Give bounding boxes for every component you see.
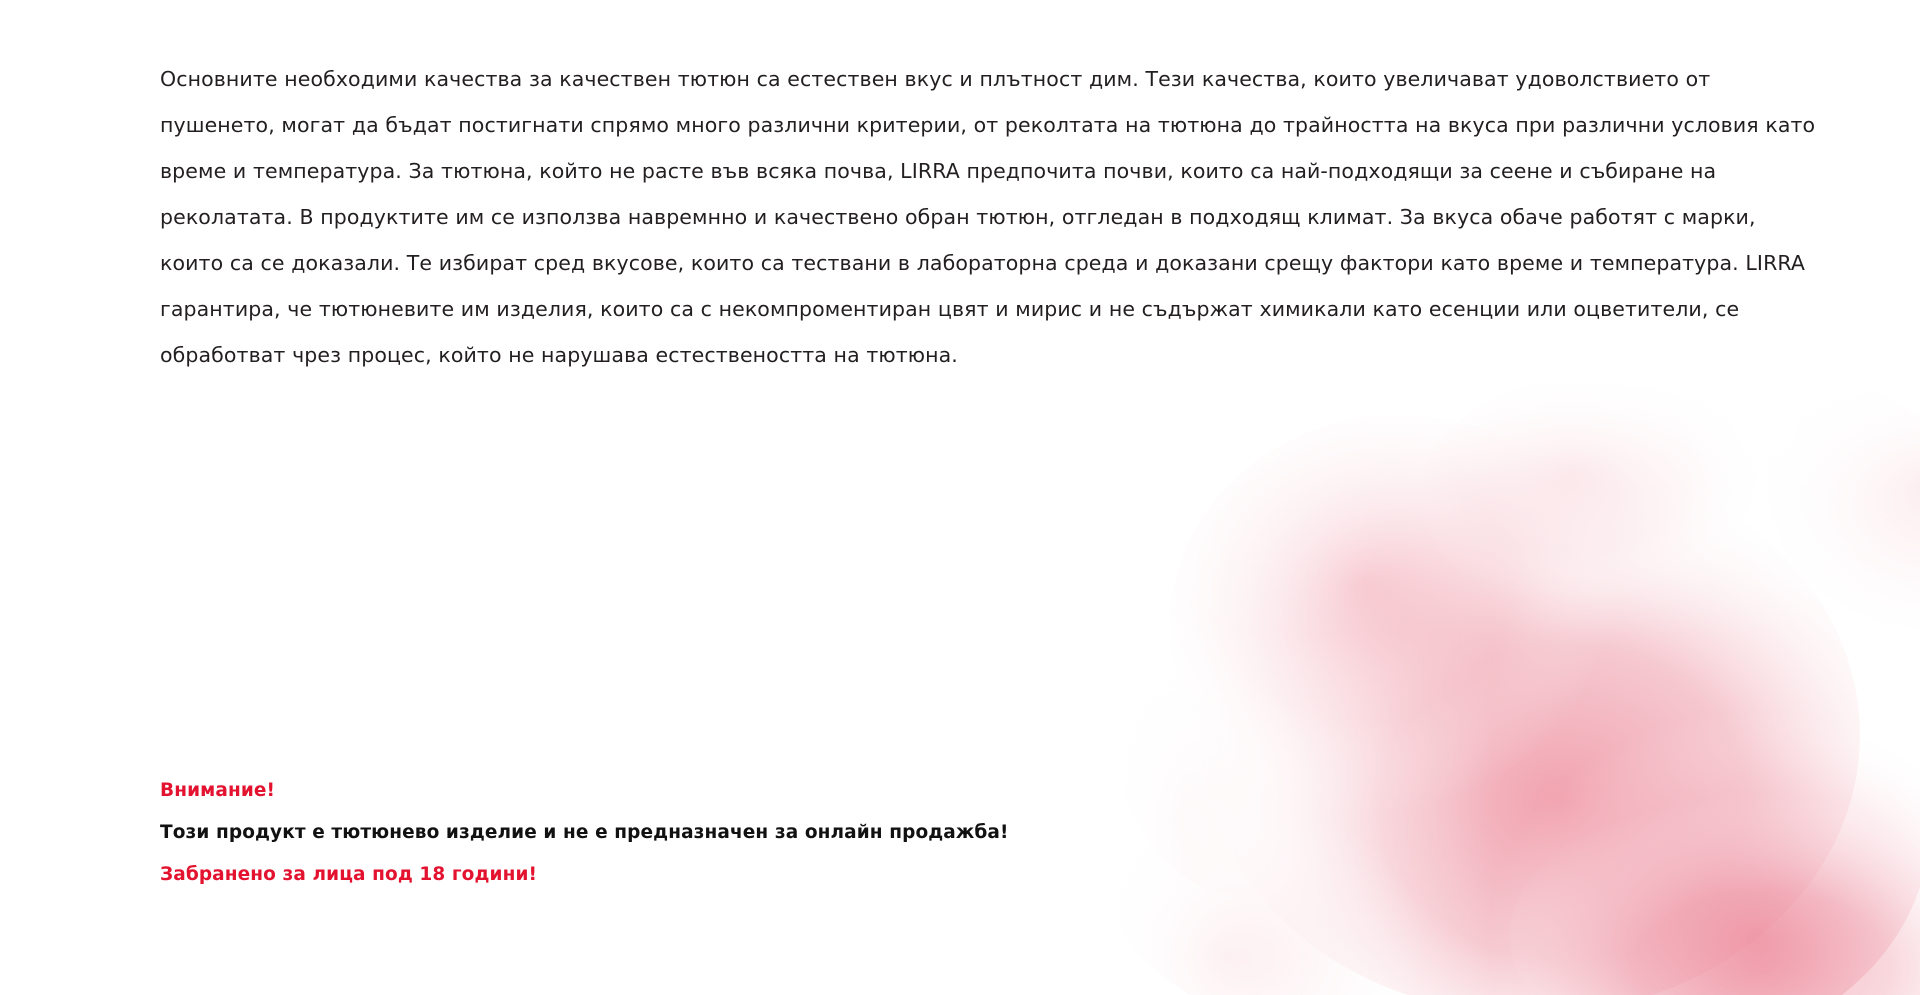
- pink-smoke-artwork: [1100, 375, 1920, 995]
- article-paragraph: Основните необходими качества за качествен тютюн са естествен вкус и плътност дим. Тези качества, които увеличават удоволствието от пушенето, могат да бъдат постигнати спрямо много различни критерии, от реколтата на тютюна до трайността на вкуса при различни условия като време и температура. За тютюна, който не расте във всяка почва, LIRRA предпочита почви, които са най-подходящи за сеене и събиране на реколатата. В продуктите им се използва навремнно и качествено обран тютюн, отгледан в подходящ климат. За вкуса обаче работят с марки, които са се доказали. Те избират сред вкусове, които са тествани в лабораторна среда и доказани срещу фактори като време и температура. LIRRA гарантира, че тютюневите им изделия, които са с некомпроментиран цвят и мирис и не съдържат химикали като есенции или оцветители, се обработват чрез процес, който не нарушава естествеността на тютюна.: [160, 67, 1816, 367]
- notice-main-text: Този продукт е тютюнево изделие и не е предназначен за онлайн продажба!: [160, 822, 1009, 843]
- document-page: [0, 0, 1920, 378]
- article-body: [160, 56, 1820, 378]
- notice-title: Внимание!: [160, 780, 276, 801]
- legal-notice: [160, 770, 1009, 896]
- notice-age-restriction: Забранено за лица под 18 години!: [160, 864, 538, 885]
